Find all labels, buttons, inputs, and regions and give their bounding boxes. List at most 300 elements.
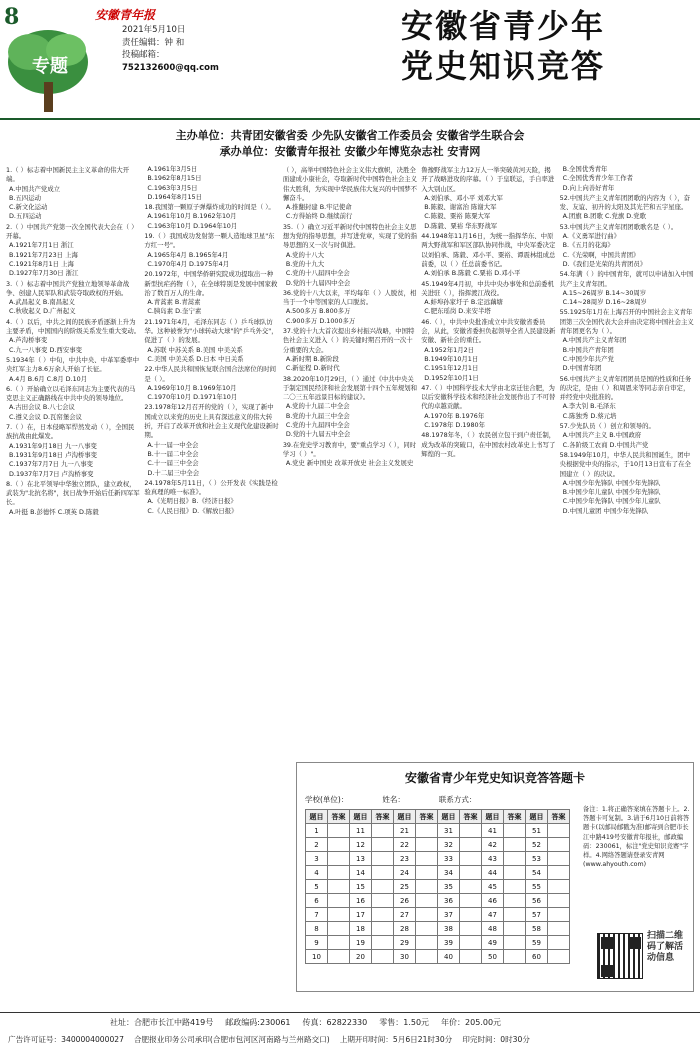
answer-option: B.五四运动 — [9, 193, 41, 202]
answer-cell[interactable] — [416, 936, 438, 950]
answer-option: A.1961年10月 B.1962年10月 — [147, 212, 237, 221]
question-column — [283, 165, 417, 545]
answer-option: A.《义勇军进行曲》 — [562, 232, 621, 241]
answer-option: A.党史 新中国史 改革开放史 社会主义发展史 — [285, 459, 414, 468]
question-text: 鲁豫野战军主力12万人一举突破黄河天险，揭开了战略进攻的序幕。（ ）于皇联运，手自率进入大别山区。 — [421, 166, 555, 193]
question-number: 22 — [394, 838, 416, 852]
question-number: 28 — [394, 922, 416, 936]
answer-option: C.新征程 D.新时代 — [285, 364, 340, 373]
question-number: 27 — [394, 908, 416, 922]
answer-cell[interactable] — [372, 894, 394, 908]
question-text: 6.（ ）开始确立以毛泽东同志为主要代表的马克思主义正确路线在中共中央的领导地位。 — [6, 384, 136, 403]
answer-option: C.全国优秀青少年工作者 — [562, 174, 634, 183]
question-number: 5 — [306, 880, 328, 894]
page-footer — [0, 1012, 700, 1054]
answer-cell[interactable] — [460, 922, 482, 936]
question-column — [560, 165, 694, 545]
fax: 传真：62822330 — [302, 1018, 368, 1027]
answer-option: A.1970年 B.1976年 — [424, 411, 485, 420]
answer-cell[interactable] — [416, 880, 438, 894]
question-text: 8.（ ）在北平领导中华独立团队，建立政权，武装为"北抗名将"，抗日战争开始后任新四军军长。 — [6, 479, 140, 507]
header-question: 题目 — [482, 810, 504, 824]
answer-table — [305, 809, 570, 964]
submission-label: 投稿邮箱： — [122, 50, 165, 60]
question-number: 3 — [306, 852, 328, 866]
answer-option: D.十二届三中全会 — [147, 468, 200, 477]
question-text: 38.2020年10月29日，（ ）通过《中共中央关于制定国民经济和社会发展第十四个五年规划和二〇三五年远景目标的建议》。 — [282, 374, 418, 402]
answer-cell[interactable] — [328, 936, 350, 950]
answer-option: C.900多万 D.1000多万 — [285, 316, 356, 325]
answer-option: D.《我们是光荣的共青团员》 — [562, 259, 647, 268]
answer-option: A.15~26周岁 B.14~30周岁 — [562, 288, 647, 297]
answer-cell[interactable] — [504, 894, 526, 908]
answer-cell[interactable] — [504, 838, 526, 852]
question-text: 39.在党史学习教育中，要"重点学习（ ），同时学习（ ）"。 — [282, 440, 417, 458]
answer-option: C.《光荣啊，中国共青团》 — [562, 250, 640, 259]
question-number: 38 — [438, 922, 460, 936]
answer-cell[interactable] — [460, 852, 482, 866]
header-question: 题目 — [306, 810, 328, 824]
question-number: 33 — [438, 852, 460, 866]
svg-text:专题: 专题 — [32, 56, 68, 77]
question-text: 55.1925年1月在上海召开的中国社会主义青年团第三次全国代表大会并由决定将中国社会主义青年团更名为（ ）。 — [559, 308, 694, 336]
question-text: （ ），高举中国特色社会主义伟大旗帜，决胜全面建成小康社会，夺取新时代中国特色社会主义伟大胜利，为实现中华民族伟大复兴的中国梦不懈奋斗。 — [282, 166, 418, 202]
answer-option: C.1937年7月7日 九一八事变 — [9, 460, 94, 469]
question-columns — [6, 165, 694, 545]
question-text: 4.（ ）以后，中共之间的民族矛盾逐渐上升为主要矛盾，中国国内的阶级关系发生重大变动。 — [6, 317, 141, 336]
answer-option: A.古田会议 B.八七会议 — [9, 403, 75, 412]
answer-option: C.1963年3月5日 — [147, 183, 198, 192]
question-number: 39 — [438, 936, 460, 950]
answer-option: B.1949年10月1日 — [424, 354, 479, 363]
question-text: 2.（ ）中国共产党第一次全国代表大会在（ ）开幕。 — [6, 222, 138, 241]
header-answer: 答案 — [548, 810, 570, 824]
submission-email[interactable]: 752132600@qq.com — [122, 62, 219, 73]
title-line-1: 安徽省青少年 — [400, 7, 605, 45]
question-text: 22.中华人民共和国恢复联合国合法席位的时间是（ ）。 — [144, 365, 276, 383]
question-text: 24.1978年5月11日，（ ）公开发表《实践是检验真理的唯一标准》。 — [144, 478, 278, 497]
answer-option: D.1937年7月7日 卢沟桥事变 — [9, 469, 94, 478]
question-number: 55 — [526, 880, 548, 894]
answer-option: D.中国儿童团 中国少年先锋队 — [562, 506, 649, 515]
question-text: 20.1972年，中国华侨研究院成功提取出一种新型抗疟药物（ ），在全球特别是发展中国家救治了数百万人的生命。 — [144, 270, 278, 297]
answer-option: A.1931年9月18日 九一八事变 — [9, 441, 97, 450]
answer-option: A.青蒿素 B.青蒿素 — [147, 298, 201, 307]
answer-cell[interactable] — [328, 852, 350, 866]
question-number: 59 — [526, 936, 548, 950]
answer-option: A.芦沟桥事变 — [9, 336, 48, 345]
answer-cell[interactable] — [416, 894, 438, 908]
page-number: 8 — [4, 4, 20, 30]
answer-option: B.《五月的花海》 — [562, 241, 614, 250]
answer-option: B.1921年7月23日 上海 — [9, 250, 78, 259]
question-number: 48 — [482, 922, 504, 936]
answer-option: C.1921年8月1日 上海 — [9, 259, 74, 268]
answer-option: A.蚌埠孙家圩子 B.定远藕塘 — [424, 298, 503, 307]
answer-card — [296, 762, 694, 992]
question-number: 10 — [306, 950, 328, 964]
question-column — [421, 165, 555, 545]
header-question: 题目 — [438, 810, 460, 824]
answer-option: A.团旗 B.团歌 C.党旗 D.党歌 — [562, 212, 646, 221]
answer-cell[interactable] — [372, 838, 394, 852]
question-text: 37.党的十九大首次提出乡村振兴战略，中国特色社会主义进入（ ）的关键时期召开的一次十分重要的大会。 — [282, 327, 415, 354]
header-answer: 答案 — [416, 810, 438, 824]
header-divider — [0, 118, 700, 120]
answer-option: D.党的十九届四中全会 — [285, 278, 351, 287]
answer-option: C.中国少年先锋队 中国少年儿童队 — [562, 497, 661, 506]
answer-option: C.肥东瑶岗 D.来安半塔 — [424, 307, 491, 316]
question-number: 32 — [438, 838, 460, 852]
editor: 责任编辑：钟 和 — [122, 37, 185, 48]
answer-option: B.1962年8月15日 — [147, 174, 202, 183]
question-number: 56 — [526, 894, 548, 908]
answer-option: C.十一届三中全会 — [147, 459, 199, 468]
table-row — [306, 866, 570, 880]
table-row — [306, 880, 570, 894]
question-text: 36.党的十八大以来，平均每年（ ）人脱贫，相当于一个中等国家的人口脱贫。 — [282, 288, 417, 307]
question-number: 19 — [350, 936, 372, 950]
question-number: 6 — [306, 894, 328, 908]
page-title — [318, 6, 688, 86]
answer-option: A.武昌起义 B.南昌起义 — [9, 298, 75, 307]
contact-field[interactable]: 联系方式： — [438, 795, 477, 804]
answer-option: C.秋收起义 D.广州起义 — [9, 307, 76, 316]
title-line-2: 党史知识竞答 — [400, 47, 605, 85]
answer-cell[interactable] — [372, 922, 394, 936]
question-number: 49 — [482, 936, 504, 950]
answer-option: A.中国少年先锋队 中国少年先锋队 — [562, 478, 661, 487]
question-text: 5.1934年（ ）中旬，中共中央、中革军委率中央红军主力8.6万余人开始了长征。 — [6, 355, 140, 374]
annual-price: 年价：205.00元 — [441, 1018, 502, 1027]
header-question: 题目 — [350, 810, 372, 824]
answer-option: B.1931年9月18日 卢沟桥事变 — [9, 450, 98, 459]
answer-option: A.新时期 B.新阶段 — [285, 354, 339, 363]
answer-option: B.十一届二中全会 — [147, 449, 199, 458]
answer-cell[interactable] — [548, 894, 570, 908]
question-number: 36 — [438, 894, 460, 908]
answer-cell[interactable] — [328, 866, 350, 880]
question-text: 58.1949年10月，中华人民共和国诞生，团中央根据党中央的指示，于10月13日宣布了在全国建立（ ）的决议。 — [559, 450, 691, 478]
answer-cell[interactable] — [548, 852, 570, 866]
question-number: 35 — [438, 880, 460, 894]
question-number: 2 — [306, 838, 328, 852]
question-text: 35.（ ）确立习近平新时代中国特色社会主义思想为党的指导思想，并写进党章，实现了党的指导思想的又一次与时俱进。 — [282, 222, 418, 250]
question-number: 24 — [394, 866, 416, 880]
question-number: 16 — [350, 894, 372, 908]
question-number: 20 — [350, 950, 372, 964]
answer-option: C.1970年10月 D.1971年10月 — [147, 393, 238, 402]
issue-date: 2021年5月10日 — [122, 25, 186, 35]
page-header — [0, 0, 700, 118]
question-number: 13 — [350, 852, 372, 866]
footer-row-2 — [0, 1032, 700, 1047]
answer-option: A.1965年4月 B.1965年4月 — [147, 250, 229, 259]
answer-option: C.1963年10月 D.1964年10月 — [147, 221, 238, 230]
question-number: 26 — [394, 894, 416, 908]
retail-price: 零售：1.50元 — [379, 1018, 430, 1027]
answer-cell[interactable] — [504, 950, 526, 964]
answer-option: A.刘伯承 B.陈毅 C.粟裕 D.邓小平 — [424, 269, 521, 278]
question-number: 8 — [306, 922, 328, 936]
answer-cell[interactable] — [372, 908, 394, 922]
answer-card-notes: 备注：1.将正确答案填在答题卡上。2.答题卡可复制。3.请于6月10日前将答题卡(以邮局邮戳为准)邮寄到合肥市长江中路419号安徽青年报社，邮政编码：230061，标注"党史知识竞赛"字样。4.网络答题请登录安青网(www.ahyouth.com) — [583, 806, 690, 869]
table-row — [306, 894, 570, 908]
answer-cell[interactable] — [416, 852, 438, 866]
answer-cell[interactable] — [328, 950, 350, 964]
answer-cell[interactable] — [416, 950, 438, 964]
question-number: 29 — [394, 936, 416, 950]
answer-option: A.叶挺 B.彭德怀 C.项英 D.陈毅 — [9, 507, 99, 516]
answer-option: A.党的十八大 — [285, 250, 325, 259]
undertake-units: 承办单位：安徽青年报社 安徽少年博览杂志社 安青网 — [219, 145, 481, 158]
answer-option: C.美国 中美关系 D.日本 中日关系 — [147, 354, 244, 363]
answer-cell[interactable] — [328, 894, 350, 908]
answer-cell[interactable] — [548, 824, 570, 838]
question-text: 54.年满（ ）的中国青年，就可以申请加入中国共产主义青年团。 — [559, 270, 694, 288]
answer-option: A.中国共产主义 B.中国政府 — [562, 431, 642, 440]
question-number: 54 — [526, 866, 548, 880]
answer-cell[interactable] — [460, 950, 482, 964]
question-number: 4 — [306, 866, 328, 880]
answer-option: B.中国少年儿童队 中国少年先锋队 — [562, 488, 661, 497]
answer-option: A.李大钊 B.毛泽东 — [562, 402, 616, 411]
table-row — [306, 950, 570, 964]
question-number: 15 — [350, 880, 372, 894]
question-text: 44.1948年11月16日，为统一指挥华东、中原两大野战军和军区部队协同作战，中央军委决定以刘伯承、陈毅、邓小平、粟裕、谭震林组成总前委，以（ ）任总前委书记。 — [421, 232, 556, 268]
answer-option: D.党的十九届五中全会 — [285, 430, 351, 439]
question-number: 45 — [482, 880, 504, 894]
print-start: 上期开印时间：5月6日21时30分 — [339, 1035, 453, 1044]
question-number: 1 — [306, 824, 328, 838]
answer-option: A.刘伯承、邓小平 刘邓大军 — [424, 193, 503, 202]
question-number: 58 — [526, 922, 548, 936]
answer-option: A.1969年10月 B.1969年10月 — [147, 383, 237, 392]
table-row — [306, 908, 570, 922]
answer-cell[interactable] — [504, 852, 526, 866]
table-row — [306, 922, 570, 936]
answer-cell[interactable] — [416, 922, 438, 936]
question-number: 47 — [482, 908, 504, 922]
question-number: 12 — [350, 838, 372, 852]
answer-option: C.党的十八届四中全会 — [285, 269, 350, 278]
answer-option: C.《人民日报》D.《解放日报》 — [147, 506, 238, 515]
answer-cell[interactable] — [548, 922, 570, 936]
answer-option: D.向上向善好青年 — [562, 183, 615, 192]
answer-cell[interactable] — [460, 936, 482, 950]
answer-cell[interactable] — [504, 936, 526, 950]
answer-option: B.中国共产青年团 — [562, 345, 614, 354]
answer-option: C.遵义会议 D.瓦窑堡会议 — [9, 412, 82, 421]
answer-cell[interactable] — [460, 908, 482, 922]
answer-option: C.1951年12月1日 — [424, 364, 479, 373]
answer-option: C.陈毅、粟裕 陈粟大军 — [424, 212, 491, 221]
header-answer: 答案 — [328, 810, 350, 824]
answer-option: A.500多万 B.800多万 — [285, 307, 351, 316]
answer-cell[interactable] — [372, 936, 394, 950]
question-text: 7.（ ）在，日本侵略军悍然发动（ ），全国民族抗战由此爆发。 — [6, 423, 135, 441]
answer-cell[interactable] — [548, 936, 570, 950]
answer-option: A.《光明日报》B.《经济日报》 — [147, 497, 237, 506]
footer-row-1 — [0, 1013, 700, 1032]
answer-cell[interactable] — [460, 880, 482, 894]
question-text: 19.（ ）我国成功发射第一颗人造地球卫星"东方红一号"。 — [144, 232, 275, 250]
answer-option: C.14~28周岁 D.16~28周岁 — [562, 298, 647, 307]
answer-cell[interactable] — [372, 866, 394, 880]
answer-option: A.推翻封建 B.牢记使命 — [285, 203, 352, 212]
question-column — [6, 165, 140, 545]
answer-cell[interactable] — [328, 880, 350, 894]
question-number: 17 — [350, 908, 372, 922]
answer-cell[interactable] — [328, 922, 350, 936]
question-number: 14 — [350, 866, 372, 880]
answer-option: B.党的十九届三中全会 — [285, 411, 350, 420]
question-number: 42 — [482, 838, 504, 852]
answer-option: C.方得始终 D.继续前行 — [285, 212, 353, 221]
header-answer: 答案 — [460, 810, 482, 824]
answer-option: C.1970年4月 D.1975年4月 — [147, 259, 230, 268]
question-number: 51 — [526, 824, 548, 838]
answer-option: A.苏联 中苏关系 B.美国 中美关系 — [147, 345, 243, 354]
question-number: 43 — [482, 852, 504, 866]
header-question: 题目 — [526, 810, 548, 824]
answer-option: C.各阶级工农商 D.中国共产党 — [562, 440, 649, 449]
header-answer: 答案 — [504, 810, 526, 824]
question-number: 41 — [482, 824, 504, 838]
answer-cell[interactable] — [504, 880, 526, 894]
question-text: 52.中国共产主义青年团团歌的内容为（ ），奋发、友谊、初升的太阳及其光芒和五宇星座。 — [559, 193, 691, 212]
answer-cell[interactable] — [328, 908, 350, 922]
question-number: 44 — [482, 866, 504, 880]
question-text: 57.少先队员（ ）创立和领导的。 — [559, 422, 655, 431]
answer-cell[interactable] — [548, 908, 570, 922]
answer-option: C.九一八事变 D.西安事变 — [9, 345, 82, 354]
qr-code-icon — [597, 933, 643, 979]
question-number: 40 — [438, 950, 460, 964]
question-number: 53 — [526, 852, 548, 866]
answer-option: A.1961年3月5日 — [147, 165, 198, 173]
answer-cell[interactable] — [504, 908, 526, 922]
table-row — [306, 838, 570, 852]
question-number: 50 — [482, 950, 504, 964]
answer-cell[interactable] — [504, 922, 526, 936]
answer-cell[interactable] — [504, 824, 526, 838]
answer-option: D.1927年7月30日 浙江 — [9, 269, 79, 278]
print-finish: 印完时间：0时30分 — [462, 1035, 530, 1044]
answer-option: A.4月 B.6月 C.8月 D.10月 — [9, 374, 88, 383]
school-field[interactable]: 学校(单位)： — [305, 795, 349, 804]
question-number: 7 — [306, 908, 328, 922]
host-units: 主办单位：共青团安徽省委 少先队安徽省工作委员会 安徽省学生联合会 — [175, 129, 525, 142]
question-text: 18.我国第一颗原子弹爆炸成功的时间是（ ）。 — [144, 203, 275, 212]
answer-cell[interactable] — [460, 838, 482, 852]
answer-cell[interactable] — [372, 824, 394, 838]
question-text: 21.1971年4月，毛泽东同志（ ）乒乓球队访华。这种被誉为"小球转动大球"的"乒乓外交"，促进了（ ）的发展。 — [144, 317, 278, 345]
answer-option: C.1978年 D.1980年 — [424, 421, 486, 430]
answer-option: B.全国优秀青年 — [562, 165, 608, 173]
answer-cell[interactable] — [548, 866, 570, 880]
answer-option: D.1952年10月1日 — [424, 373, 479, 382]
answer-option: A.党的十九届二中全会 — [285, 402, 350, 411]
answer-option: C.新文化运动 — [9, 203, 48, 212]
question-number: 23 — [394, 852, 416, 866]
printer: 合肥报业印务公司承印(合肥市包河区河南路与兰州路交口) — [133, 1035, 330, 1044]
answer-option: A.中国共产主义青年团 — [562, 336, 627, 345]
answer-option: B.党的十九大 — [285, 259, 325, 268]
answer-cell[interactable] — [460, 866, 482, 880]
question-number: 21 — [394, 824, 416, 838]
answer-cell[interactable] — [372, 852, 394, 866]
answer-option: A.1921年7月1日 浙江 — [9, 241, 74, 250]
question-text: 47.（ ）中国科学技术大学由北京迁往合肥，为以后安徽科学技术和经济社会发展作出了不可替代的卓越贡献。 — [421, 383, 556, 411]
table-row — [306, 824, 570, 838]
question-number: 25 — [394, 880, 416, 894]
answer-option: D.中国青年团 — [562, 364, 602, 373]
answer-cell[interactable] — [548, 838, 570, 852]
postcode: 邮政编码:230061 — [225, 1018, 291, 1027]
answer-cell[interactable] — [416, 908, 438, 922]
question-text: 53.中国共产主义青年团团歌歌名是（ ）。 — [559, 222, 678, 231]
question-text: 3.（ ）标志着中国共产党独立地领导革命战争、创建人民军队和武装夺取政权的开始。 — [6, 279, 130, 297]
question-number: 18 — [350, 922, 372, 936]
table-row — [306, 936, 570, 950]
question-number: 31 — [438, 824, 460, 838]
question-number: 60 — [526, 950, 548, 964]
answer-cell[interactable] — [328, 824, 350, 838]
question-column — [144, 165, 278, 545]
answer-cell[interactable] — [460, 824, 482, 838]
address: 社址：合肥市长江中路419号 — [110, 1018, 214, 1027]
question-number: 52 — [526, 838, 548, 852]
question-text: 46.（ ），中共中央批准成立中共安徽省委员会，从此，安徽省委担负起领导全省人民建设新安徽、新社会的重任。 — [421, 317, 556, 345]
question-number: 34 — [438, 866, 460, 880]
header-question: 题目 — [394, 810, 416, 824]
answer-cell[interactable] — [372, 880, 394, 894]
answer-option: A.十一届一中全会 — [147, 440, 199, 449]
question-text: 56.中国共产主义青年团团员是国的性质和任务的决定，是由（ ）和周恩来等同志亲自审定，并经党中央批准的。 — [559, 374, 692, 402]
question-number: 57 — [526, 908, 548, 922]
answer-cell[interactable] — [504, 866, 526, 880]
question-text: 1.（ ）标志着中国新民主主义革命的伟大开端。 — [6, 166, 130, 184]
question-text: 45.1949年4月初，中共中央办事处和总前委机关进驻（ ），指挥渡江战役。 — [421, 279, 554, 297]
answer-cell[interactable] — [416, 824, 438, 838]
organizers — [0, 128, 700, 160]
name-field[interactable]: 姓名： — [382, 795, 405, 804]
edition-meta — [122, 24, 219, 74]
header-answer: 答案 — [372, 810, 394, 824]
question-text: 23.1978年12月召开的党的（ ），实现了新中国成立以来党的历史上具有深远意义的伟大转折，开启了改革开放和社会主义现代化建设新时期。 — [144, 403, 279, 440]
answer-card-title: 安徽省青少年党史知识竞答答题卡 — [404, 771, 585, 785]
answer-option: D.五四运动 — [9, 212, 42, 221]
ad-license: 广告许可证号：3400004000027 — [8, 1035, 124, 1044]
answer-cell[interactable] — [372, 950, 394, 964]
question-text: 48.1978年冬，（ ）农民创立包干到户责任制，成为改革的突破口，在中国农村改革史上书写了辉煌的一页。 — [421, 431, 556, 458]
answer-option: A.中国共产党成立 — [9, 184, 61, 193]
answer-option: B.陈毅、谢富治 陈谢大军 — [424, 203, 497, 212]
qr-label: 扫描二维码了解活动信息 — [647, 931, 684, 963]
answer-option: A.1952年1月2日 — [424, 345, 475, 354]
table-row — [306, 852, 570, 866]
answer-cell[interactable] — [328, 838, 350, 852]
answer-option: C.胰岛素 D.奎宁素 — [147, 307, 202, 316]
answer-option: D.陈毅、粟裕 华东野战军 — [424, 221, 498, 230]
question-number: 30 — [394, 950, 416, 964]
answer-cell[interactable] — [416, 866, 438, 880]
answer-cell[interactable] — [548, 880, 570, 894]
answer-cell[interactable] — [548, 950, 570, 964]
answer-cell[interactable] — [416, 838, 438, 852]
answer-cell[interactable] — [460, 894, 482, 908]
